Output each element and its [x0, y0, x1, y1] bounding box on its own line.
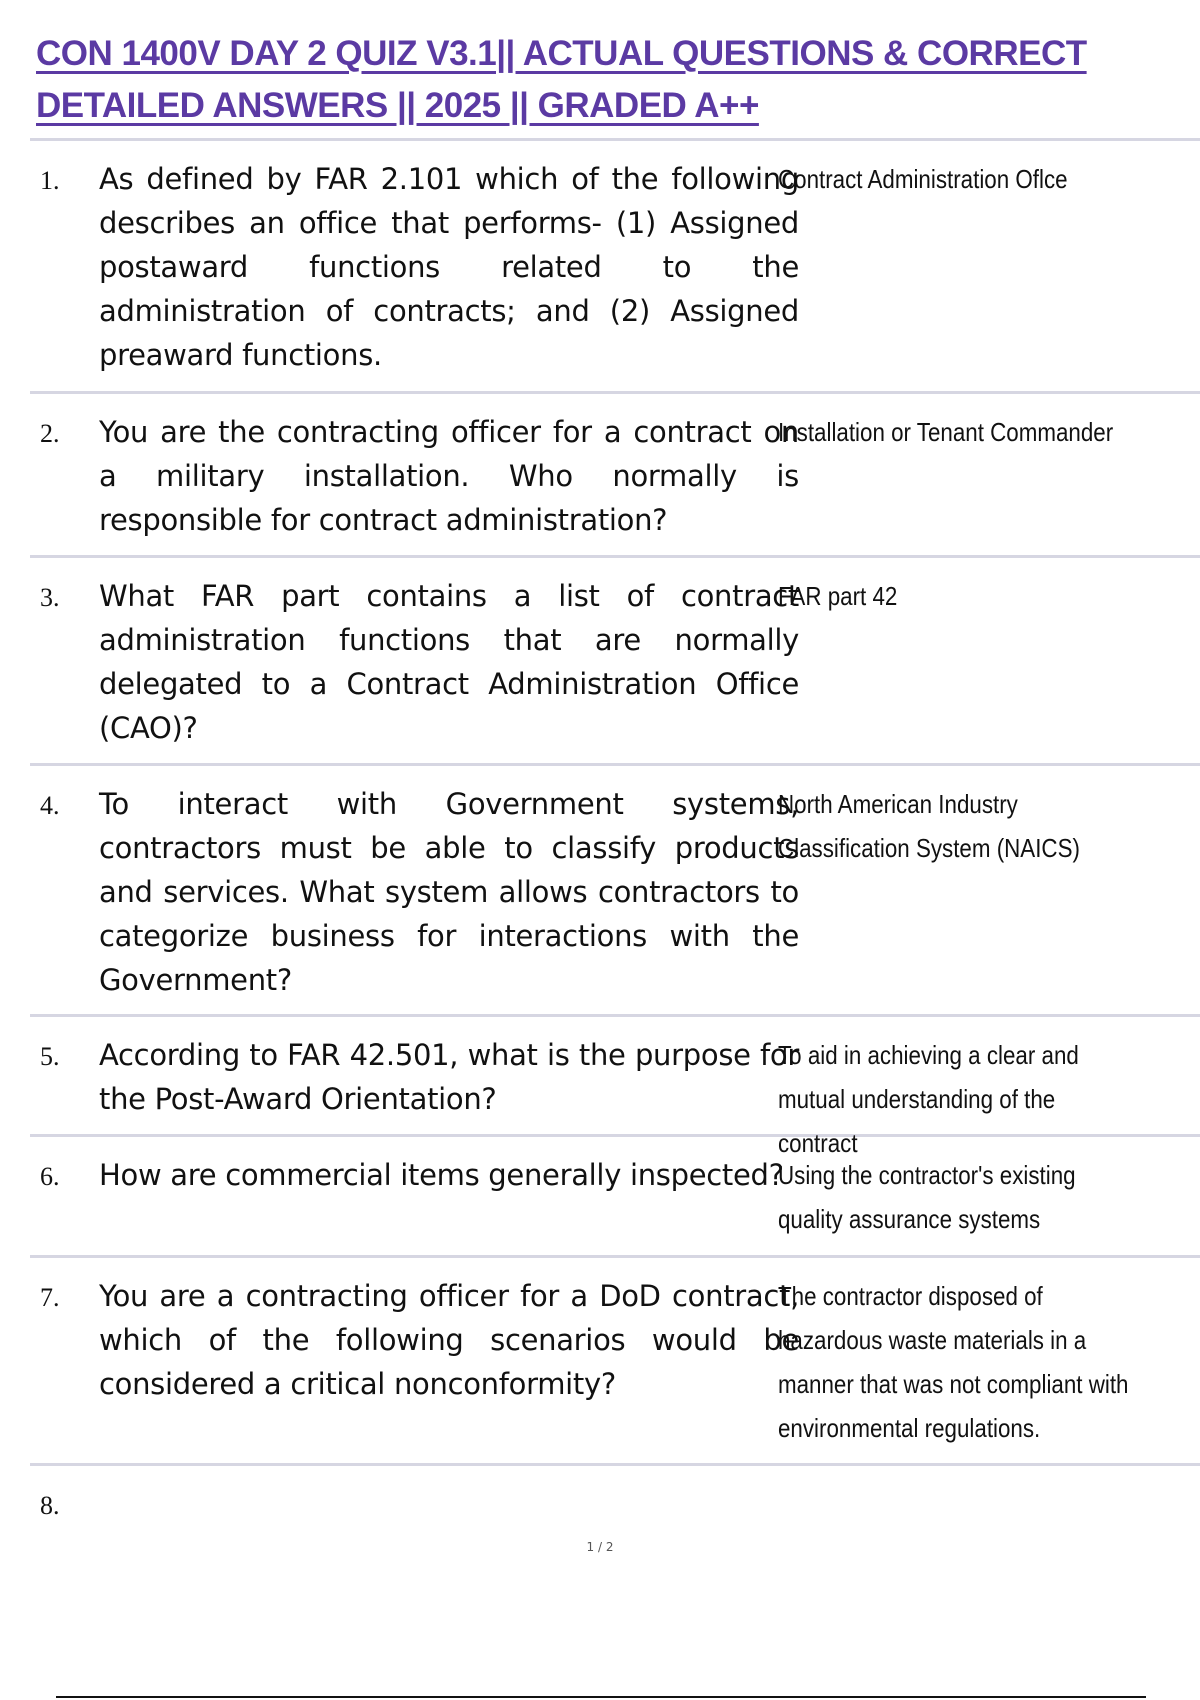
question-number: 1. [40, 166, 60, 195]
question-text: What FAR part contains a list of contract administration functions that are normally delegated to a Contract Administration Office (CAO)? [99, 579, 799, 745]
answer-text: Contract Administration Oflce [778, 164, 1068, 194]
answer-text: Installation or Tenant Commander [778, 417, 1114, 447]
qa-row [30, 1017, 1200, 1158]
page-number: 1 / 2 [586, 1540, 614, 1554]
question-text: You are the contracting officer for a contract on a military installation. Who normally is responsible for contract administration? [99, 415, 799, 537]
answer-text: To aid in achieving a clear and mutual understanding of the contract [778, 1040, 1079, 1158]
footer-divider [56, 1696, 1146, 1698]
question-number: 8. [40, 1491, 60, 1520]
qa-row [30, 1137, 1200, 1258]
question-number: 2. [40, 419, 60, 448]
qa-row [30, 558, 1200, 766]
qa-row [30, 766, 1200, 1017]
qa-row [30, 1466, 1200, 1546]
answer-text: North American Industry Classification System (NAICS) [778, 789, 1080, 863]
qa-table [30, 138, 1200, 1546]
question-number: 4. [40, 791, 60, 820]
question-text: How are commercial items generally inspected? [99, 1158, 784, 1192]
answer-text: Using the contractor's existing quality assurance systems [778, 1160, 1076, 1234]
question-number: 5. [40, 1042, 60, 1071]
qa-row [30, 141, 1200, 394]
qa-row [30, 1258, 1200, 1466]
answer-text: The contractor disposed of hazardous waste materials in a manner that was not compliant with environmental regulations. [778, 1281, 1129, 1443]
question-number: 7. [40, 1283, 60, 1312]
question-number: 3. [40, 583, 60, 612]
question-text: According to FAR 42.501, what is the purpose for the Post-Award Orientation? [99, 1038, 799, 1116]
qa-row [30, 394, 1200, 558]
question-number: 6. [40, 1162, 60, 1191]
question-text: To interact with Government systems, contractors must be able to classify products and services. What system allows contractors to categorize business for interactions with the Government? [99, 787, 799, 997]
document-title: CON 1400V DAY 2 QUIZ V3.1|| ACTUAL QUESTIONS & CORRECT DETAILED ANSWERS || 2025 || GRADED A++ [36, 34, 1087, 125]
question-text: As defined by FAR 2.101 which of the following describes an office that performs- (1) Assigned postaward functions related to the administration of contracts; and (2) Assigned preaward functions. [99, 162, 799, 372]
answer-text: FAR part 42 [778, 581, 898, 611]
question-text: You are a contracting officer for a DoD contract, which of the following scenarios would be considered a critical nonconformity? [99, 1279, 799, 1401]
